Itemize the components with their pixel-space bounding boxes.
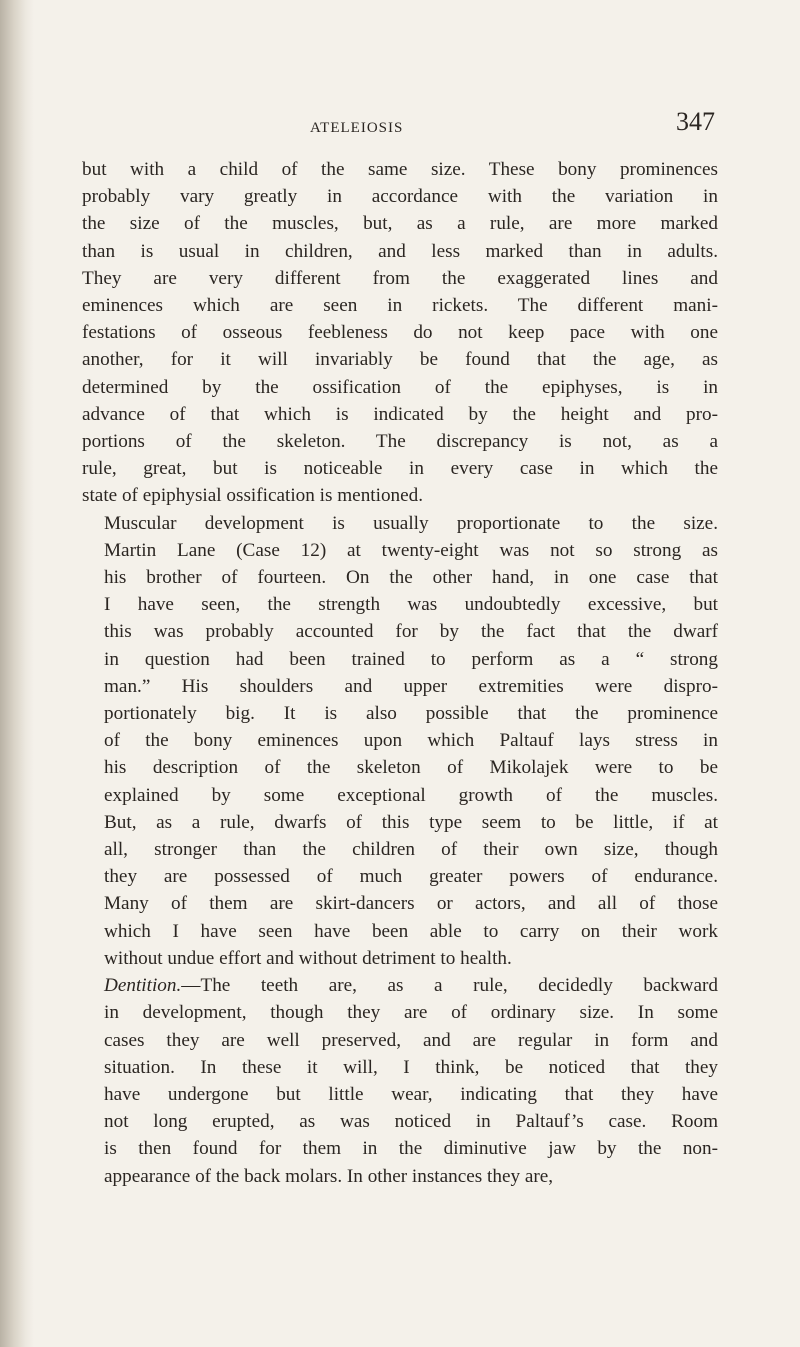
running-title: ATELEIOSIS: [310, 120, 404, 136]
text-line: appearance of the back molars. In other instances they are,: [104, 1165, 554, 1187]
gutter-shadow: [0, 0, 34, 1347]
text-line: determined by the ossification of the epiphyses, is in: [82, 376, 718, 398]
text-line: [82, 972, 718, 999]
text-line: than is usual in children, and less marked than in adults.: [82, 240, 718, 262]
text-line: this was probably accounted for by the fact that the dwarf: [104, 621, 718, 643]
text-line: in question had been trained to perform as a “ strong: [104, 648, 718, 670]
text-line: his brother of fourteen. On the other hand, in one case that: [104, 567, 718, 589]
text-line: portionately big. It is also possible that the prominence: [104, 703, 718, 725]
page-number: 347: [676, 107, 715, 136]
section-heading-dentition: Dentition.: [104, 975, 182, 997]
text-line: in development, though they are of ordinary size. In some: [104, 1002, 718, 1024]
paragraph-dentition: [82, 972, 718, 1190]
text-line: situation. In these it will, I think, be noticed that they: [104, 1056, 718, 1078]
text-line: man.” His shoulders and upper extremities were dispro-: [104, 675, 718, 697]
text-line: all, stronger than the children of their own size, though: [104, 839, 718, 861]
text-line: not long erupted, as was noticed in Paltauf’s case. Room: [104, 1111, 718, 1133]
text-line: portions of the skeleton. The discrepancy is not, as a: [82, 431, 718, 453]
body-text: [82, 156, 718, 1190]
text-run: —The teeth are, as a rule, decidedly backward: [181, 975, 718, 997]
text-line: of the bony eminences upon which Paltauf lays stress in: [104, 730, 718, 752]
text-line: which I have seen have been able to carry on their work: [104, 920, 718, 942]
text-line: state of epiphysial ossification is mentioned.: [82, 485, 424, 507]
text-line: is then found for them in the diminutive jaw by the non-: [104, 1138, 718, 1160]
text-line: explained by some exceptional growth of the muscles.: [104, 784, 718, 806]
text-line: cases they are well preserved, and are regular in form and: [104, 1029, 718, 1051]
text-line: they are possessed of much greater powers of endurance.: [104, 866, 718, 888]
text-line: have undergone but little wear, indicating that they have: [104, 1083, 718, 1105]
paragraph-epiphyses: [82, 156, 718, 510]
text-line: but with a child of the same size. These bony prominences: [82, 159, 718, 180]
text-line: They are very different from the exaggerated lines and: [82, 267, 718, 289]
text-line: Martin Lane (Case 12) at twenty-eight was not so strong as: [104, 539, 718, 561]
paragraph-muscular-development: [82, 510, 718, 972]
text-line: his description of the skeleton of Mikolajek were to be: [104, 757, 718, 779]
text-line: eminences which are seen in rickets. The different mani-: [82, 295, 718, 317]
page-header: [0, 100, 800, 140]
text-line: festations of osseous feebleness do not keep pace with one: [82, 322, 718, 344]
text-line: advance of that which is indicated by the height and pro-: [82, 403, 718, 425]
text-line: rule, great, but is noticeable in every case in which the: [82, 458, 718, 480]
text-line: probably vary greatly in accordance with the variation in: [82, 186, 718, 208]
text-line: Many of them are skirt-dancers or actors, and all of those: [104, 893, 718, 915]
text-line: But, as a rule, dwarfs of this type seem to be little, if at: [104, 811, 718, 833]
text-line: Muscular development is usually proportionate to the size.: [104, 512, 718, 534]
text-line: the size of the muscles, but, as a rule, are more marked: [82, 213, 718, 235]
text-line: I have seen, the strength was undoubtedly excessive, but: [104, 594, 718, 616]
text-line: another, for it will invariably be found that the age, as: [82, 349, 718, 371]
text-line: without undue effort and without detriment to health.: [104, 947, 512, 969]
